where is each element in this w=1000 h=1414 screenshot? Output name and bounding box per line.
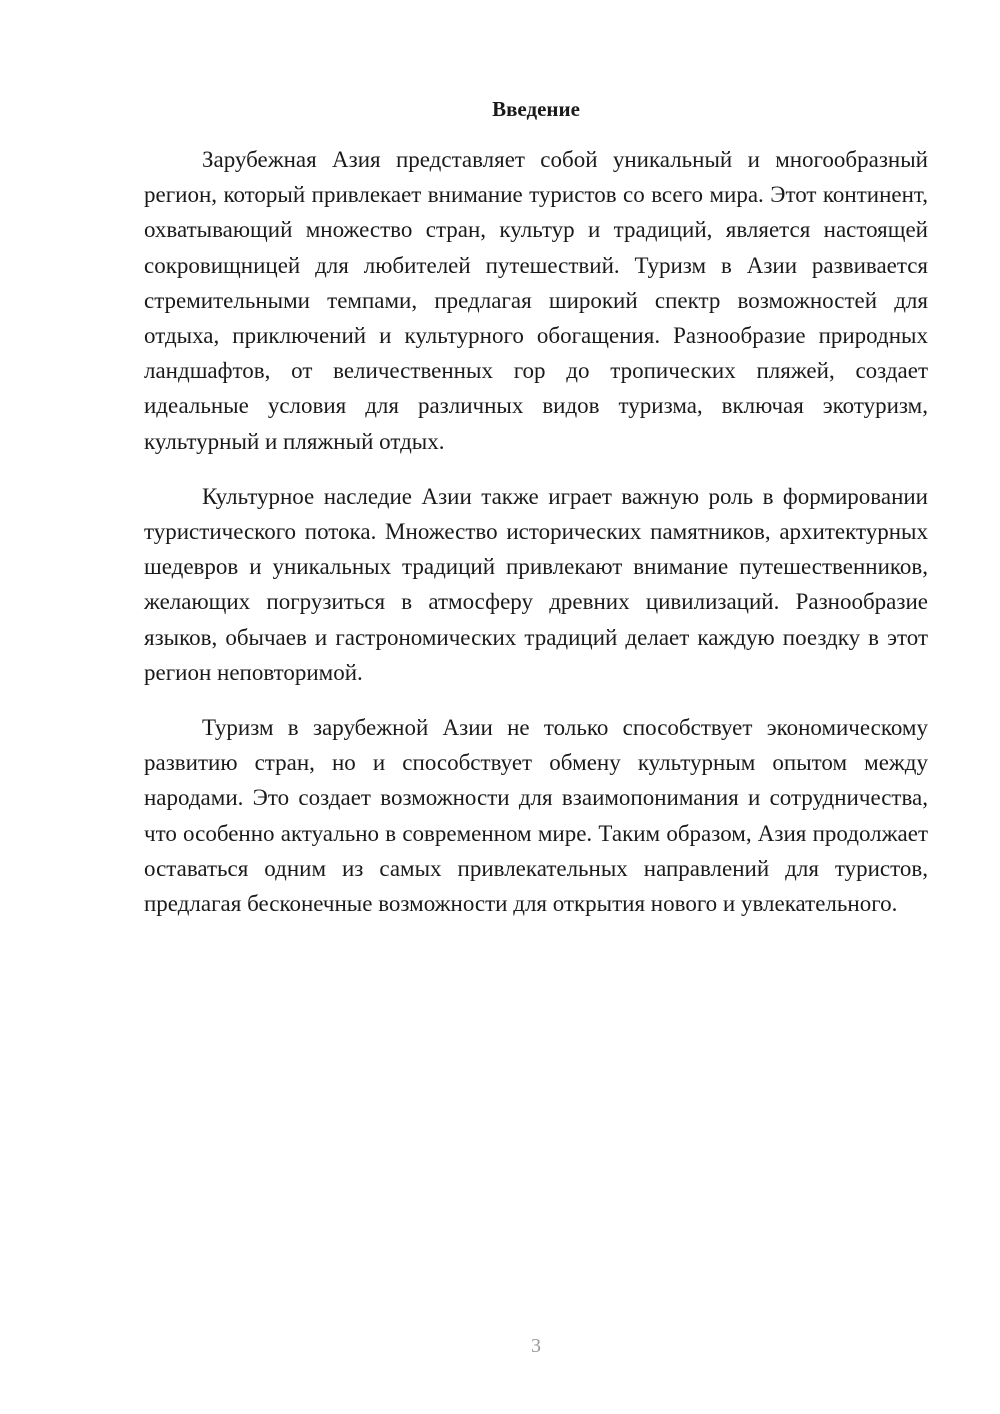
- page-content: [144, 94, 928, 941]
- paragraph-1: Зарубежная Азия представляет собой уникальный и многообразный регион, который привлекает внимание туристов со всего мира. Этот континент, охватывающий множество стран, культур и традиций, является настоящей сокровищницей для любителей путешествий. Туризм в Азии развивается стремительными темпами, предлагая широкий спектр возможностей для отдыха, приключений и культурного обогащения. Разнообразие природных ландшафтов, от величественных гор до тропических пляжей, создает идеальные условия для различных видов туризма, включая экотуризм, культурный и пляжный отдых.: [144, 147, 928, 454]
- paragraph-2: Культурное наследие Азии также играет важную роль в формировании туристического потока. Множество исторических памятников, архитектурных шедевров и уникальных традиций привлекают внимание путешественников, желающих погрузиться в атмосферу древних цивилизаций. Разнообразие языков, обычаев и гастрономических традиций делает каждую поездку в этот регион неповторимой.: [144, 483, 928, 685]
- section-heading: Введение: [492, 97, 580, 121]
- page-number: 3: [531, 1335, 541, 1357]
- paragraph-3: Туризм в зарубежной Азии не только способствует экономическому развитию стран, но и способствует обмену культурным опытом между народами. Это создает возможности для взаимопонимания и сотрудничества, что особенно актуально в современном мире. Таким образом, Азия продолжает оставаться одним из самых привлекательных направлений для туристов, предлагая бесконечные возможности для открытия нового и увлекательного.: [144, 715, 928, 917]
